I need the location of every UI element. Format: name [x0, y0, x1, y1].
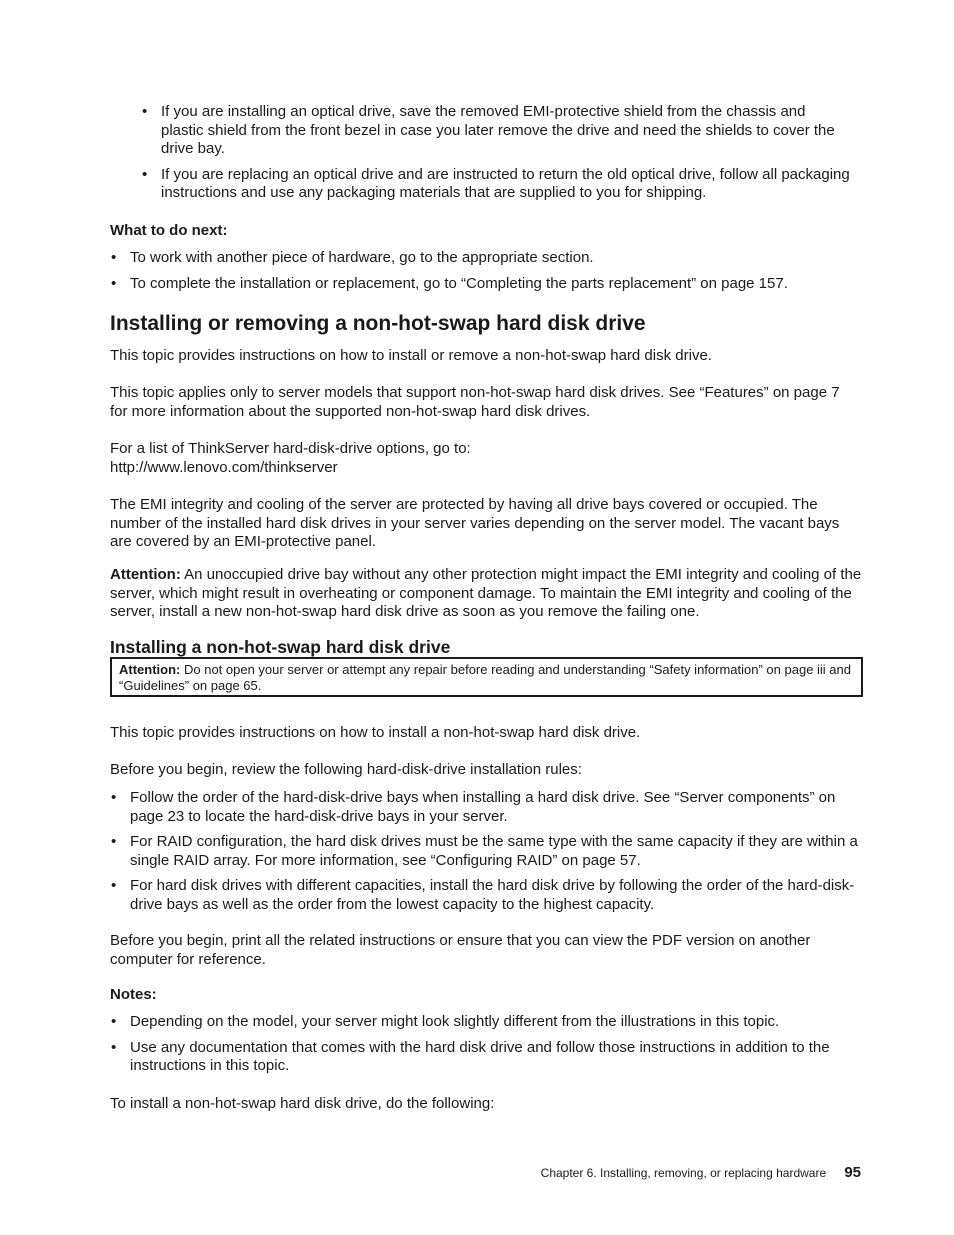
list-item: • To complete the installation or replacement, go to “Completing the parts replacement” on page 157. — [111, 274, 788, 292]
page-footer — [541, 1164, 861, 1183]
page-number: 95 — [844, 1164, 861, 1181]
subsection-title: Installing a non-hot-swap hard disk drive — [110, 637, 451, 657]
attention-paragraph: Attention: An unoccupied drive bay without any other protection might impact the EMI integrity and cooling of the server, which might result in overheating or component damage. To maintain the EMI integrity and cooling of the server, install a new non-hot-swap hard disk drive as soon as you remove the failing one. — [110, 566, 862, 620]
emi-paragraph: The EMI integrity and cooling of the server are protected by having all drive bays covered or occupied. The number of the installed hard disk drives in your server varies depending on the server model. The vacant bays are covered by an EMI-protective panel. — [110, 496, 840, 550]
installation-rules-list — [111, 789, 860, 921]
procedure-intro: To install a non-hot-swap hard disk drive, do the following: — [110, 1095, 495, 1112]
section-title: Installing or removing a non-hot-swap hard disk drive — [110, 312, 646, 335]
list-item: • To work with another piece of hardware, go to the appropriate section. — [111, 249, 594, 266]
list-item: • Depending on the model, your server might look slightly different from the illustrations in this topic. — [111, 1013, 780, 1030]
list-item: • For RAID configuration, the hard disk drives must be the same type with the same capacity if they are within a single RAID array. For more information, see “Configuring RAID” on page 57. — [111, 833, 858, 869]
optical-drive-notes-list — [142, 103, 851, 210]
what-to-do-next-heading: What to do next: — [110, 222, 228, 239]
notes-list — [111, 1013, 860, 1083]
notes-heading: Notes: — [110, 986, 157, 1003]
print-instructions: Before you begin, print all the related instructions or ensure that you can view the PDF version on another computer for reference. — [110, 932, 811, 968]
subsection-intro: This topic provides instructions on how to install a non-hot-swap hard disk drive. — [110, 724, 641, 741]
list-item: • Use any documentation that comes with the hard disk drive and follow those instructions in addition to the instructions in this topic. — [111, 1038, 830, 1074]
chapter-label: Chapter 6. Installing, removing, or replacing hardware — [540, 1166, 827, 1180]
section-scope: This topic applies only to server models that support non-hot-swap hard disk drives. See “Features” on page 7 for more information about the supported non-hot-swap hard disk drives. — [110, 384, 840, 420]
list-item: • If you are installing an optical drive, save the removed EMI-protective shield from the chassis and plastic shield from the front bezel in case you later remove the drive and need the shields to cover the drive bay. — [142, 103, 835, 157]
rules-intro: Before you begin, review the following hard-disk-drive installation rules: — [110, 761, 582, 778]
options-line: For a list of ThinkServer hard-disk-drive options, go to: — [110, 440, 471, 457]
options-url[interactable]: http://www.lenovo.com/thinkserver — [110, 459, 338, 476]
attention-label: Attention: — [110, 566, 181, 583]
attention-box: Attention: Do not open your server or attempt any repair before reading and understanding “Safety information” on page iii and “Guidelines” on page 65. — [110, 657, 863, 697]
list-item: • If you are replacing an optical drive and are instructed to return the old optical drive, follow all packaging instructions and use any packaging materials that are supplied to you for shipping. — [142, 165, 850, 201]
list-item: • For hard disk drives with different capacities, install the hard disk drive by following the order of the hard-disk-drive bays as well as the order from the lowest capacity to the highest capacity. — [111, 877, 855, 913]
section-intro: This topic provides instructions on how to install or remove a non-hot-swap hard disk drive. — [110, 347, 712, 364]
attention-box-label: Attention: — [119, 662, 181, 677]
what-to-do-next-list — [111, 249, 860, 300]
list-item: • Follow the order of the hard-disk-drive bays when installing a hard disk drive. See “Server components” on page 23 to locate the hard-disk-drive bays in your server. — [111, 789, 836, 825]
